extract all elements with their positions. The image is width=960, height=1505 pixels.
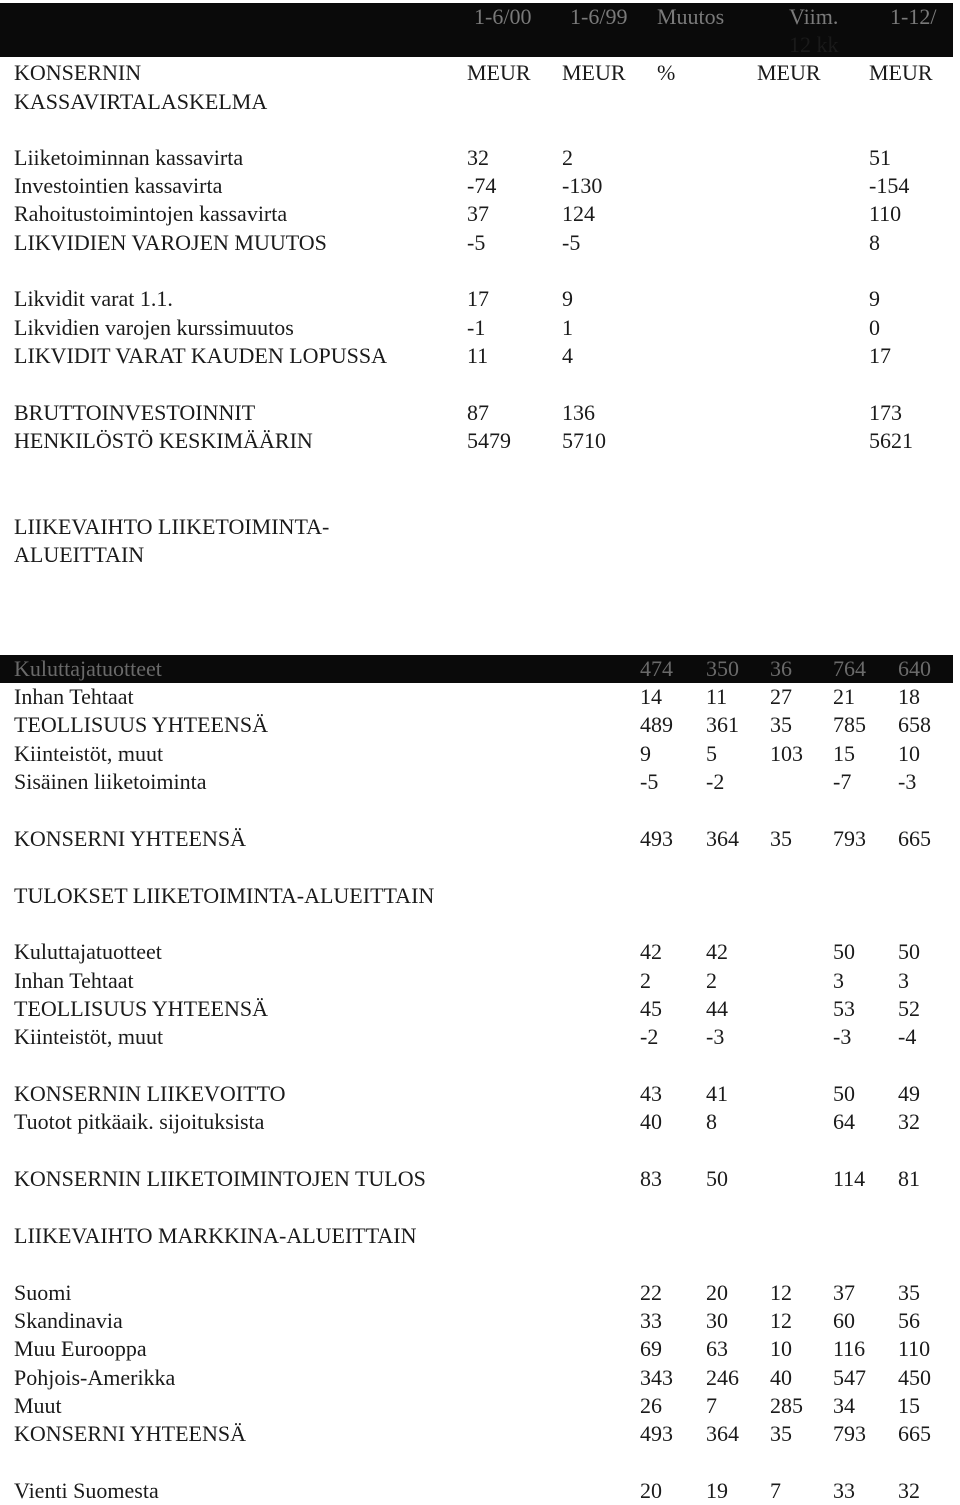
cell-1: 69 xyxy=(640,1336,662,1361)
cell-2: 350 xyxy=(706,656,739,681)
cell-5: 81 xyxy=(898,1166,920,1191)
cell-3: 103 xyxy=(770,741,803,766)
row-label: HENKILÖSTÖ KESKIMÄÄRIN xyxy=(14,428,313,453)
cell-3: 10 xyxy=(770,1336,792,1361)
cell-1: 493 xyxy=(640,1421,673,1446)
cell-2: 11 xyxy=(706,684,728,709)
cell-3: 40 xyxy=(770,1365,792,1390)
cell-5: 665 xyxy=(898,826,931,851)
cell-1: 26 xyxy=(640,1393,662,1418)
row-label: KONSERNI YHTEENSÄ xyxy=(14,1421,247,1446)
cell-5: 665 xyxy=(898,1421,931,1446)
row-label: KONSERNIN LIIKETOIMINTOJEN TULOS xyxy=(14,1166,426,1191)
cell-2: 364 xyxy=(706,1421,739,1446)
cell-1: 33 xyxy=(640,1308,662,1333)
cell-1: -5 xyxy=(640,769,659,794)
row-label: Likvidit varat 1.1. xyxy=(14,286,173,311)
cell-5: 56 xyxy=(898,1308,920,1333)
cell-1-6-99: -5 xyxy=(562,230,581,255)
row-label: Tuotot pitkäaik. sijoituksista xyxy=(14,1109,265,1134)
cell-2: 44 xyxy=(706,996,728,1021)
col-header-12kk: 12 kk xyxy=(789,32,839,57)
cell-1-12: 0 xyxy=(869,315,880,340)
segments-title-2: ALUEITTAIN xyxy=(14,542,145,567)
cell-1-6-99: 136 xyxy=(562,400,595,425)
cell-1: 40 xyxy=(640,1109,662,1134)
cell-1-12: 110 xyxy=(869,201,902,226)
cell-1: 343 xyxy=(640,1365,673,1390)
cell-1: 9 xyxy=(640,741,651,766)
cell-4: 34 xyxy=(833,1393,855,1418)
row-label: KONSERNIN LIIKEVOITTO xyxy=(14,1081,286,1106)
unit-col-5: MEUR xyxy=(869,60,933,85)
cell-1-6-00: 87 xyxy=(467,400,489,425)
cell-3: 285 xyxy=(770,1393,803,1418)
cell-1: -2 xyxy=(640,1024,659,1049)
row-label: Kuluttajatuotteet xyxy=(14,656,162,681)
unit-col-4: MEUR xyxy=(757,60,821,85)
cell-4: 53 xyxy=(833,996,855,1021)
cell-5: -4 xyxy=(898,1024,917,1049)
cell-1-6-99: 4 xyxy=(562,343,573,368)
cell-4: 116 xyxy=(833,1336,866,1361)
cell-5: 110 xyxy=(898,1336,931,1361)
cell-1-12: 173 xyxy=(869,400,902,425)
cell-1: 493 xyxy=(640,826,673,851)
row-label: Pohjois-Amerikka xyxy=(14,1365,176,1390)
cell-4: 50 xyxy=(833,1081,855,1106)
cell-5: 450 xyxy=(898,1365,931,1390)
cell-5: -3 xyxy=(898,769,917,794)
cell-2: 5 xyxy=(706,741,717,766)
cell-4: 3 xyxy=(833,968,844,993)
segments-title: LIIKEVAIHTO LIIKETOIMINTA- xyxy=(14,514,330,539)
cell-1: 474 xyxy=(640,656,673,681)
cell-3: 12 xyxy=(770,1280,792,1305)
cell-1-12: -154 xyxy=(869,173,910,198)
cell-5: 640 xyxy=(898,656,931,681)
markets-title: LIIKEVAIHTO MARKKINA-ALUEITTAIN xyxy=(14,1223,417,1248)
cell-5: 10 xyxy=(898,741,920,766)
cell-5: 658 xyxy=(898,712,931,737)
cell-1: 2 xyxy=(640,968,651,993)
cell-3: 35 xyxy=(770,712,792,737)
cell-4: 114 xyxy=(833,1166,866,1191)
cell-3: 35 xyxy=(770,1421,792,1446)
row-label: Inhan Tehtaat xyxy=(14,684,134,709)
cell-1-6-99: 2 xyxy=(562,145,573,170)
cell-5: 49 xyxy=(898,1081,920,1106)
col-header-viim: Viim. xyxy=(789,4,839,29)
cell-5: 32 xyxy=(898,1109,920,1134)
cell-5: 35 xyxy=(898,1280,920,1305)
cell-1-6-00: 11 xyxy=(467,343,489,368)
cell-2: 2 xyxy=(706,968,717,993)
cell-5: 3 xyxy=(898,968,909,993)
row-label: Likvidien varojen kurssimuutos xyxy=(14,315,294,340)
row-label: LIKVIDIT VARAT KAUDEN LOPUSSA xyxy=(14,343,388,368)
cell-4: 21 xyxy=(833,684,855,709)
cell-4: 50 xyxy=(833,939,855,964)
cell-1-6-00: 5479 xyxy=(467,428,511,453)
cell-2: 19 xyxy=(706,1478,728,1503)
cell-1-6-99: 124 xyxy=(562,201,595,226)
cell-2: 364 xyxy=(706,826,739,851)
cell-1: 22 xyxy=(640,1280,662,1305)
unit-col-1: MEUR xyxy=(467,60,531,85)
cell-1-6-00: -74 xyxy=(467,173,497,198)
cell-1: 43 xyxy=(640,1081,662,1106)
row-label: BRUTTOINVESTOINNIT xyxy=(14,400,256,425)
cell-4: 64 xyxy=(833,1109,855,1134)
cell-5: 50 xyxy=(898,939,920,964)
cell-5: 15 xyxy=(898,1393,920,1418)
cell-1-6-00: 37 xyxy=(467,201,489,226)
cashflow-title: KONSERNIN xyxy=(14,60,142,85)
cell-5: 52 xyxy=(898,996,920,1021)
cell-5: 18 xyxy=(898,684,920,709)
row-label: Muut xyxy=(14,1393,62,1418)
row-label: TEOLLISUUS YHTEENSÄ xyxy=(14,712,268,737)
cell-2: 361 xyxy=(706,712,739,737)
cell-1-6-99: 9 xyxy=(562,286,573,311)
cell-2: 246 xyxy=(706,1365,739,1390)
cell-2: 63 xyxy=(706,1336,728,1361)
row-label: TEOLLISUUS YHTEENSÄ xyxy=(14,996,268,1021)
cell-4: -7 xyxy=(833,769,852,794)
cell-1-6-99: 5710 xyxy=(562,428,606,453)
col-header-1-6-00: 1-6/00 xyxy=(474,4,532,29)
row-label: KONSERNI YHTEENSÄ xyxy=(14,826,247,851)
col-header-muutos: Muutos xyxy=(657,4,725,29)
cell-4: 37 xyxy=(833,1280,855,1305)
row-label: Skandinavia xyxy=(14,1308,123,1333)
row-label: Muu Eurooppa xyxy=(14,1336,147,1361)
cell-1-6-99: 1 xyxy=(562,315,573,340)
row-label: Inhan Tehtaat xyxy=(14,968,134,993)
cell-1-12: 51 xyxy=(869,145,891,170)
cell-1-12: 5621 xyxy=(869,428,913,453)
cell-2: 41 xyxy=(706,1081,728,1106)
row-label: Vienti Suomesta xyxy=(14,1478,159,1503)
cell-2: 50 xyxy=(706,1166,728,1191)
cell-1: 20 xyxy=(640,1478,662,1503)
cell-2: 20 xyxy=(706,1280,728,1305)
row-label: Rahoitustoimintojen kassavirta xyxy=(14,201,288,226)
cell-3: 12 xyxy=(770,1308,792,1333)
cell-1: 14 xyxy=(640,684,662,709)
cell-2: 8 xyxy=(706,1109,717,1134)
cell-1: 83 xyxy=(640,1166,662,1191)
cell-1-12: 17 xyxy=(869,343,891,368)
row-label: Kuluttajatuotteet xyxy=(14,939,162,964)
row-label: LIKVIDIEN VAROJEN MUUTOS xyxy=(14,230,327,255)
cell-4: 60 xyxy=(833,1308,855,1333)
row-label: Sisäinen liiketoiminta xyxy=(14,769,207,794)
unit-col-2: MEUR xyxy=(562,60,626,85)
row-label: Kiinteistöt, muut xyxy=(14,1024,164,1049)
cell-2: 30 xyxy=(706,1308,728,1333)
cell-1: 42 xyxy=(640,939,662,964)
cell-4: 764 xyxy=(833,656,866,681)
cell-3: 27 xyxy=(770,684,792,709)
cell-1: 489 xyxy=(640,712,673,737)
cell-2: -2 xyxy=(706,769,725,794)
cell-2: 42 xyxy=(706,939,728,964)
col-header-1-6-99: 1-6/99 xyxy=(570,4,628,29)
cell-4: 793 xyxy=(833,1421,866,1446)
cell-1-6-00: 32 xyxy=(467,145,489,170)
cell-1-12: 9 xyxy=(869,286,880,311)
cell-5: 32 xyxy=(898,1478,920,1503)
cell-4: -3 xyxy=(833,1024,852,1049)
row-label: Investointien kassavirta xyxy=(14,173,223,198)
row-label: Suomi xyxy=(14,1280,72,1305)
cell-4: 15 xyxy=(833,741,855,766)
cell-4: 33 xyxy=(833,1478,855,1503)
cell-4: 547 xyxy=(833,1365,866,1390)
results-title: TULOKSET LIIKETOIMINTA-ALUEITTAIN xyxy=(14,883,435,908)
cell-1-6-99: -130 xyxy=(562,173,603,198)
cell-1-6-00: -5 xyxy=(467,230,486,255)
cell-2: 7 xyxy=(706,1393,717,1418)
cell-3: 36 xyxy=(770,656,792,681)
cell-3: 7 xyxy=(770,1478,781,1503)
row-label: Kiinteistöt, muut xyxy=(14,741,164,766)
cell-4: 785 xyxy=(833,712,866,737)
cell-1-6-00: -1 xyxy=(467,315,486,340)
cell-3: 35 xyxy=(770,826,792,851)
cell-2: -3 xyxy=(706,1024,725,1049)
cell-1-6-00: 17 xyxy=(467,286,489,311)
cashflow-title-2: KASSAVIRTALASKELMA xyxy=(14,89,268,114)
cell-1-12: 8 xyxy=(869,230,880,255)
cell-1: 45 xyxy=(640,996,662,1021)
unit-col-3: % xyxy=(657,60,676,85)
row-label: Liiketoiminnan kassavirta xyxy=(14,145,244,170)
col-header-1-12: 1-12/ xyxy=(890,4,937,29)
cell-4: 793 xyxy=(833,826,866,851)
